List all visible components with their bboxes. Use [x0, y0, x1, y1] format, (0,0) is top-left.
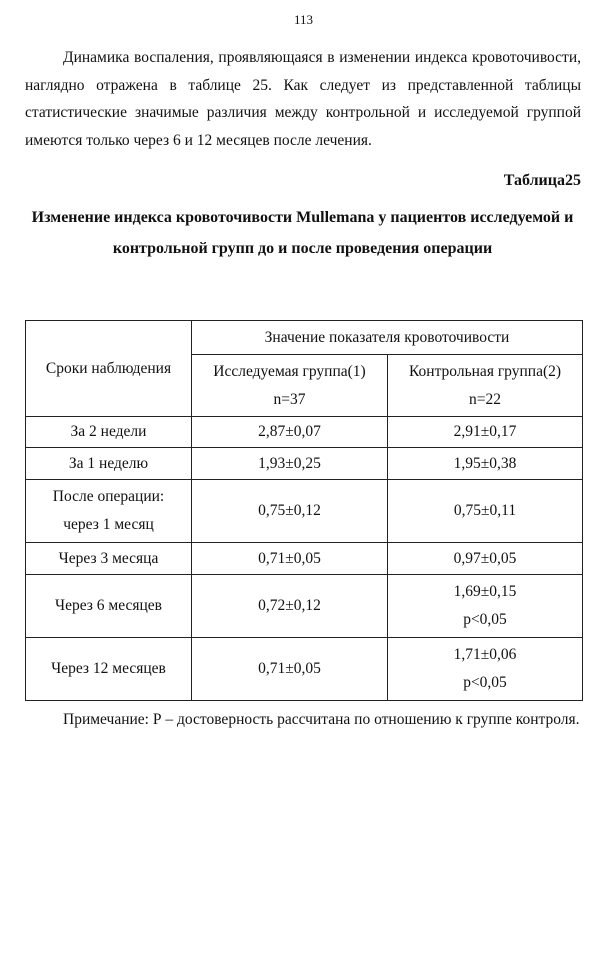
- group1-value-cell: 0,71±0,05: [192, 638, 388, 701]
- group1-header-label: Исследуемая группа(1): [213, 362, 366, 380]
- group1-value-cell: 2,87±0,07: [192, 417, 388, 448]
- table-row: [26, 543, 583, 575]
- group2-value-cell: 0,97±0,05: [388, 543, 583, 575]
- group2-value: 1,71±0,06: [453, 646, 517, 663]
- group2-header: [388, 355, 583, 417]
- period-cell: Через 6 месяцев: [26, 575, 192, 638]
- group1-sample-size: n=37: [273, 390, 306, 408]
- period-cell: [26, 480, 192, 543]
- group1-header: [192, 355, 388, 417]
- group2-value-cell: 2,91±0,17: [388, 417, 583, 448]
- period-cell: Через 12 месяцев: [26, 638, 192, 701]
- page-number: 113: [293, 12, 314, 27]
- group2-value-cell: [388, 575, 583, 638]
- bleeding-index-table: [25, 320, 583, 701]
- table-row: [26, 480, 583, 543]
- table-row: [26, 575, 583, 638]
- table-header-row: [26, 321, 583, 355]
- table-row: [26, 417, 583, 448]
- period-column-header: Сроки наблюдения: [26, 321, 192, 417]
- group2-value-cell: 0,75±0,11: [388, 480, 583, 543]
- group1-value-cell: 0,75±0,12: [192, 480, 388, 543]
- table-number: Таблица25: [503, 172, 581, 189]
- group2-value: 1,69±0,15: [453, 583, 517, 600]
- group2-header-label: Контрольная группа(2): [408, 362, 562, 380]
- period-line: через 1 месяц: [63, 516, 154, 533]
- value-group-header: Значение показателя кровоточивости: [192, 321, 583, 355]
- p-value: p<0,05: [463, 611, 507, 628]
- group2-value-cell: [388, 638, 583, 701]
- group2-value-cell: 1,95±0,38: [388, 448, 583, 480]
- intro-paragraph: Динамика воспаления, проявляющаяся в изменении индекса кровоточивости, наглядно отражена в таблице 25. Как следует из представленной таблицы статистические значимые различия между контрольной и исследуемой группой имеются только через 6 и 12 месяцев после лечения.: [25, 49, 581, 149]
- table-title: Изменение индекса кровоточивости Mullemana у пациентов исследуемой и контрольной групп до и после проведения операции: [31, 209, 574, 257]
- table-row: [26, 448, 583, 480]
- table-row: [26, 638, 583, 701]
- period-cell: Через 3 месяца: [26, 543, 192, 575]
- group2-sample-size: n=22: [469, 390, 501, 408]
- note-paragraph: Примечание: Р – достоверность рассчитана по отношению к группе контроля.: [63, 711, 580, 728]
- group1-value-cell: 0,71±0,05: [192, 543, 388, 575]
- p-value: p<0,05: [463, 674, 507, 691]
- period-cell: За 1 неделю: [26, 448, 192, 480]
- group1-value-cell: 0,72±0,12: [192, 575, 388, 638]
- period-cell: За 2 недели: [26, 417, 192, 448]
- period-line: После операции:: [52, 488, 165, 505]
- group1-value-cell: 1,93±0,25: [192, 448, 388, 480]
